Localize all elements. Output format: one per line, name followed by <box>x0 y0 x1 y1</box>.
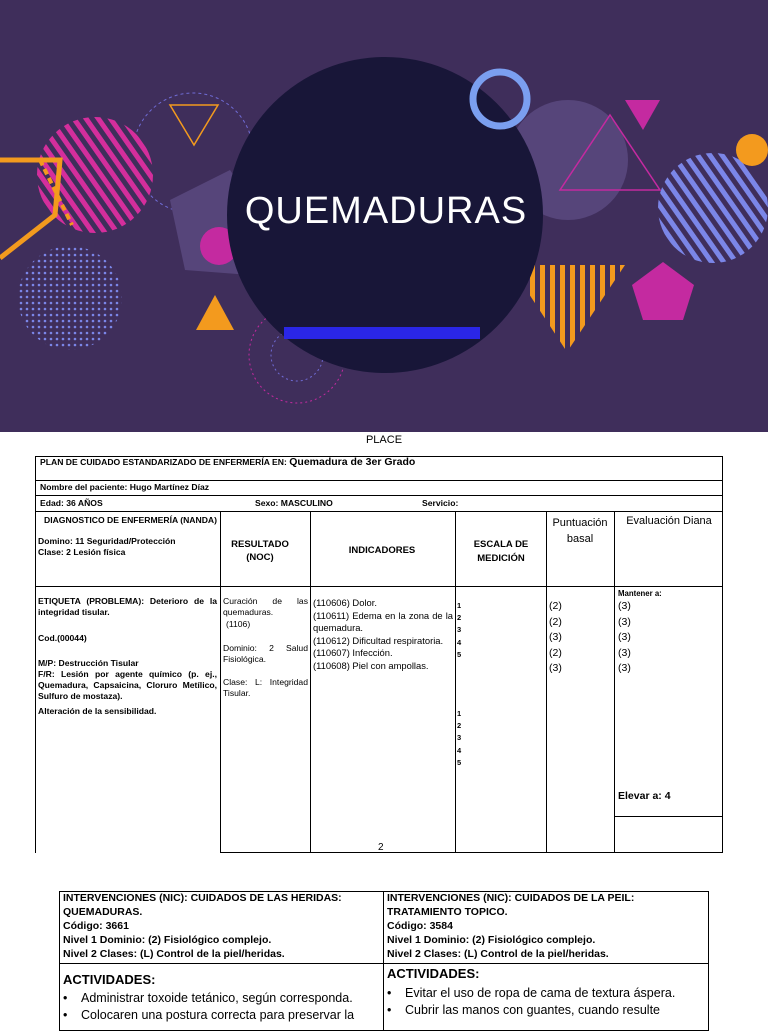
activity-item: • Colocaren una postura correcta para preservar la <box>63 1008 355 1022</box>
patient-name: Nombre del paciente: Hugo Martínez Díaz <box>40 482 210 492</box>
nic-right-level2: Nivel 2 Clases: (L) Control de la piel/heridas. <box>387 948 609 960</box>
title-slide <box>0 0 768 432</box>
nic-left-level2: Nivel 2 Clases: (L) Control de la piel/heridas. <box>63 948 285 960</box>
maintain-list: (3) (3) (3) (3) (3) <box>618 600 631 675</box>
diagnosis-header: DIAGNOSTICO DE ENFERMERÍA (NANDA) <box>44 515 217 525</box>
diagnosis-extra: Alteración de la sensibilidad. <box>38 706 157 716</box>
evaluation-header: Evaluación Diana <box>626 515 712 527</box>
patient-sex: Sexo: MASCULINO <box>255 498 333 508</box>
slide-title: QUEMADURAS <box>244 190 528 232</box>
indicator-item: (110608) Piel con ampollas. <box>313 659 429 671</box>
diagnosis-code: Cod.(00044) <box>38 633 87 643</box>
activity-item: • Evitar el uso de ropa de cama de textura áspera. <box>387 986 676 1000</box>
plan-title: PLAN DE CUIDADO ESTANDARIZADO DE ENFERMERÍA EN: Quemadura de 3er Grado <box>40 456 416 468</box>
magenta-pentagon-shape <box>632 262 694 320</box>
maintain-label: Mantener a: <box>618 589 662 598</box>
activities-left-title: ACTIVIDADES: <box>63 972 156 987</box>
activity-item: • Cubrir las manos con guantes, cuando resulte <box>387 1003 661 1017</box>
result-name: Curación de las quemaduras. <box>223 596 308 617</box>
triangle-outline-shape <box>170 105 218 145</box>
page-number: 2 <box>378 842 384 853</box>
blue-striped-circle-shape <box>658 153 768 263</box>
nic-left-level1: Nivel 1 Dominio: (2) Fisiológico complejo. <box>63 934 272 946</box>
nic-left-title: INTERVENCIONES (NIC): CUIDADOS DE LAS HERIDAS: QUEMADURAS. <box>63 892 342 918</box>
result-header: RESULTADO (NOC) <box>231 539 289 563</box>
scale-header: ESCALA DE MEDICIÓN <box>473 539 529 564</box>
result-class: Clase: L: Integridad Tisular. <box>223 677 308 698</box>
diagnosis-domain: Domino: 11 Seguridad/Protección <box>38 536 176 546</box>
diagnosis-mp: M/P: Destrucción Tisular <box>38 658 139 668</box>
result-domain: Dominio: 2 Salud Fisiológica. <box>223 643 308 664</box>
orange-triangle-shape <box>196 295 234 330</box>
indicator-item: (110606) Dolor. <box>313 597 377 608</box>
diagnosis-label: ETIQUETA (PROBLEMA): Deterioro de la integridad tisular. <box>38 596 217 617</box>
activities-right-title: ACTIVIDADES: <box>387 966 480 981</box>
diagnosis-class: Clase: 2 Lesión física <box>38 547 126 557</box>
diagnosis-fr: F/R: Lesión por agente químico (p. ej., Quemadura, Capsaicina, Cloruro Metílico, Sulfuro de mostaza). <box>38 669 217 701</box>
nic-left-code: Código: 3661 <box>63 920 129 932</box>
subtitle-bar <box>284 327 480 339</box>
raise-target: Elevar a: 4 <box>618 790 671 802</box>
nic-right-level1: Nivel 1 Dominio: (2) Fisiológico complejo. <box>387 934 596 946</box>
activity-item: • Administrar toxoide tetánico, según corresponda. <box>63 991 353 1005</box>
nic-right-title: INTERVENCIONES (NIC): CUIDADOS DE LA PEIL: TRATAMIENTO TOPICO. <box>387 892 635 918</box>
scale-list-b: 1 2 3 4 5 <box>457 709 462 767</box>
indicator-item: (110607) Infección. <box>313 647 393 659</box>
indicator-item: (110612) Dificultad respiratoria. <box>313 634 444 646</box>
nic-right-block <box>387 891 705 961</box>
result-code: (1106) <box>226 619 251 629</box>
service-label: Servicio: <box>422 498 459 508</box>
nic-left-block <box>63 891 381 961</box>
indicators-list <box>313 597 453 673</box>
dotted-circle-shape <box>18 246 122 350</box>
indicators-header: INDICADORES <box>348 545 416 556</box>
patient-age: Edad: 36 AÑOS <box>40 498 103 508</box>
place-heading: PLACE <box>365 434 403 446</box>
magenta-triangle-shape <box>625 100 660 130</box>
scale-list-a: 1 2 3 4 5 <box>457 601 462 659</box>
indicator-item: (110611) Edema en la zona de la quemadura. <box>313 609 453 634</box>
basal-list: (2) (2) (3) (2) (3) <box>549 600 562 675</box>
nic-right-code: Código: 3584 <box>387 920 453 932</box>
basal-header: Puntuación basal <box>552 517 608 545</box>
